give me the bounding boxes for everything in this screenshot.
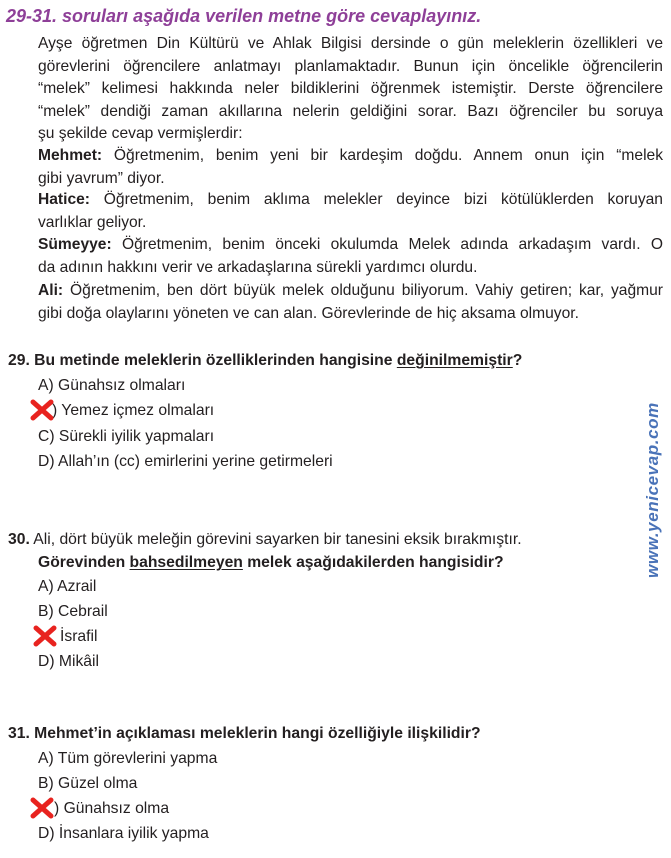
option-31-b[interactable]: B) Güzel olma bbox=[38, 775, 138, 792]
passage-line: şu şekilde cevap vermişlerdir: bbox=[38, 125, 243, 142]
option-29-b[interactable]: ) Yemez içmez olmaları bbox=[52, 402, 215, 419]
passage-intro bbox=[38, 33, 663, 146]
question-text: Görevinden bbox=[38, 554, 130, 571]
answer-text: Öğretmenim, ben dört büyük melek olduğunu biliyorum. Vahiy getiren; kar, yağmur bbox=[63, 282, 663, 299]
answer-text: gibi doğa olaylarını yöneten ve can alan. Görevlerinde de hiç aksama olmuyor. bbox=[38, 304, 579, 322]
question-29 bbox=[8, 352, 522, 370]
answer-text: gibi yavrum” diyor. bbox=[38, 169, 165, 187]
answer-text: Öğretmenim, benim yeni bir kardeşim doğdu. Annem onun için “melek bbox=[102, 147, 663, 164]
question-text: melek aşağıdakilerden hangisidir? bbox=[242, 554, 504, 571]
passage-line: “melek” dendiği zaman akıllarına nelerin geldiğini sorar. Bazı öğrenciler bu soruya bbox=[38, 102, 663, 120]
option-30-c[interactable]: İsrafil bbox=[60, 628, 98, 645]
question-emphasis: değinilmemiştir bbox=[396, 352, 513, 369]
option-31-d[interactable]: D) İnsanlara iyilik yapma bbox=[38, 825, 209, 842]
option-29-d[interactable]: D) Allah’ın (cc) emirlerini yerine getirmeleri bbox=[38, 453, 333, 470]
answer-text: varlıklar geliyor. bbox=[38, 213, 147, 231]
option-29-c[interactable]: C) Sürekli iyilik yapmaları bbox=[38, 428, 215, 445]
watermark-text: www.yenicevap.com bbox=[643, 402, 662, 578]
answer-hatice bbox=[38, 189, 663, 234]
question-text: ? bbox=[512, 352, 523, 369]
passage-line: görevlerini öğrencilere anlatmayı planlamaktadır. Bunun için öncelikle öğrencilerin bbox=[38, 57, 663, 75]
speaker-name: Ali: bbox=[38, 282, 64, 299]
question-number: 30. bbox=[8, 531, 30, 548]
cross-mark-icon bbox=[30, 797, 54, 819]
option-31-a[interactable]: A) Tüm görevlerini yapma bbox=[38, 750, 218, 767]
answer-text: da adının hakkını verir ve arkadaşlarına sürekli yardımcı olurdu. bbox=[38, 258, 478, 276]
question-emphasis: bahsedilmeyen bbox=[129, 554, 243, 571]
question-31 bbox=[8, 725, 481, 743]
answer-text: Öğretmenim, benim aklıma melekler deyince bizi kötülüklerden koruyan bbox=[90, 191, 663, 208]
answer-sumeyye bbox=[38, 234, 663, 279]
speaker-name: Mehmet: bbox=[38, 147, 103, 164]
speaker-name: Sümeyye: bbox=[38, 236, 112, 253]
option-30-d[interactable]: D) Mikâil bbox=[38, 653, 100, 670]
option-29-a[interactable]: A) Günahsız olmaları bbox=[38, 377, 186, 394]
question-30-line2 bbox=[38, 554, 504, 572]
cross-mark-icon bbox=[33, 625, 57, 647]
question-text: Ali, dört büyük meleğin görevini sayarken bir tanesini eksik bırakmıştır. bbox=[29, 531, 522, 548]
question-30-line1 bbox=[8, 531, 522, 549]
option-31-c[interactable]: ) Günahsız olma bbox=[54, 800, 170, 817]
question-text: Bu metinde meleklerin özelliklerinden hangisine bbox=[29, 352, 397, 369]
option-30-b[interactable]: B) Cebrail bbox=[38, 603, 108, 620]
cross-mark-icon bbox=[30, 399, 54, 421]
answer-ali bbox=[38, 280, 663, 325]
question-number: 29. bbox=[8, 352, 30, 369]
answer-text: Öğretmenim, benim önceki okulumda Melek adında arkadaşım vardı. O bbox=[111, 236, 663, 253]
passage-line: Ayşe öğretmen Din Kültürü ve Ahlak Bilgisi dersinde o gün meleklerin özellikleri ve bbox=[38, 35, 663, 52]
question-number: 31. bbox=[8, 725, 30, 742]
question-text: Mehmet’in açıklaması meleklerin hangi özelliğiyle ilişkilidir? bbox=[29, 725, 481, 742]
section-title: 29-31. soruları aşağıda verilen metne göre cevaplayınız. bbox=[6, 6, 482, 26]
answer-mehmet bbox=[38, 145, 663, 190]
speaker-name: Hatice: bbox=[38, 191, 90, 208]
option-30-a[interactable]: A) Azrail bbox=[38, 578, 97, 595]
passage-line: “melek” kelimesi hakkında neler bildiklerini öğrenmek istemiştir. Derste öğrencilere bbox=[38, 80, 663, 97]
